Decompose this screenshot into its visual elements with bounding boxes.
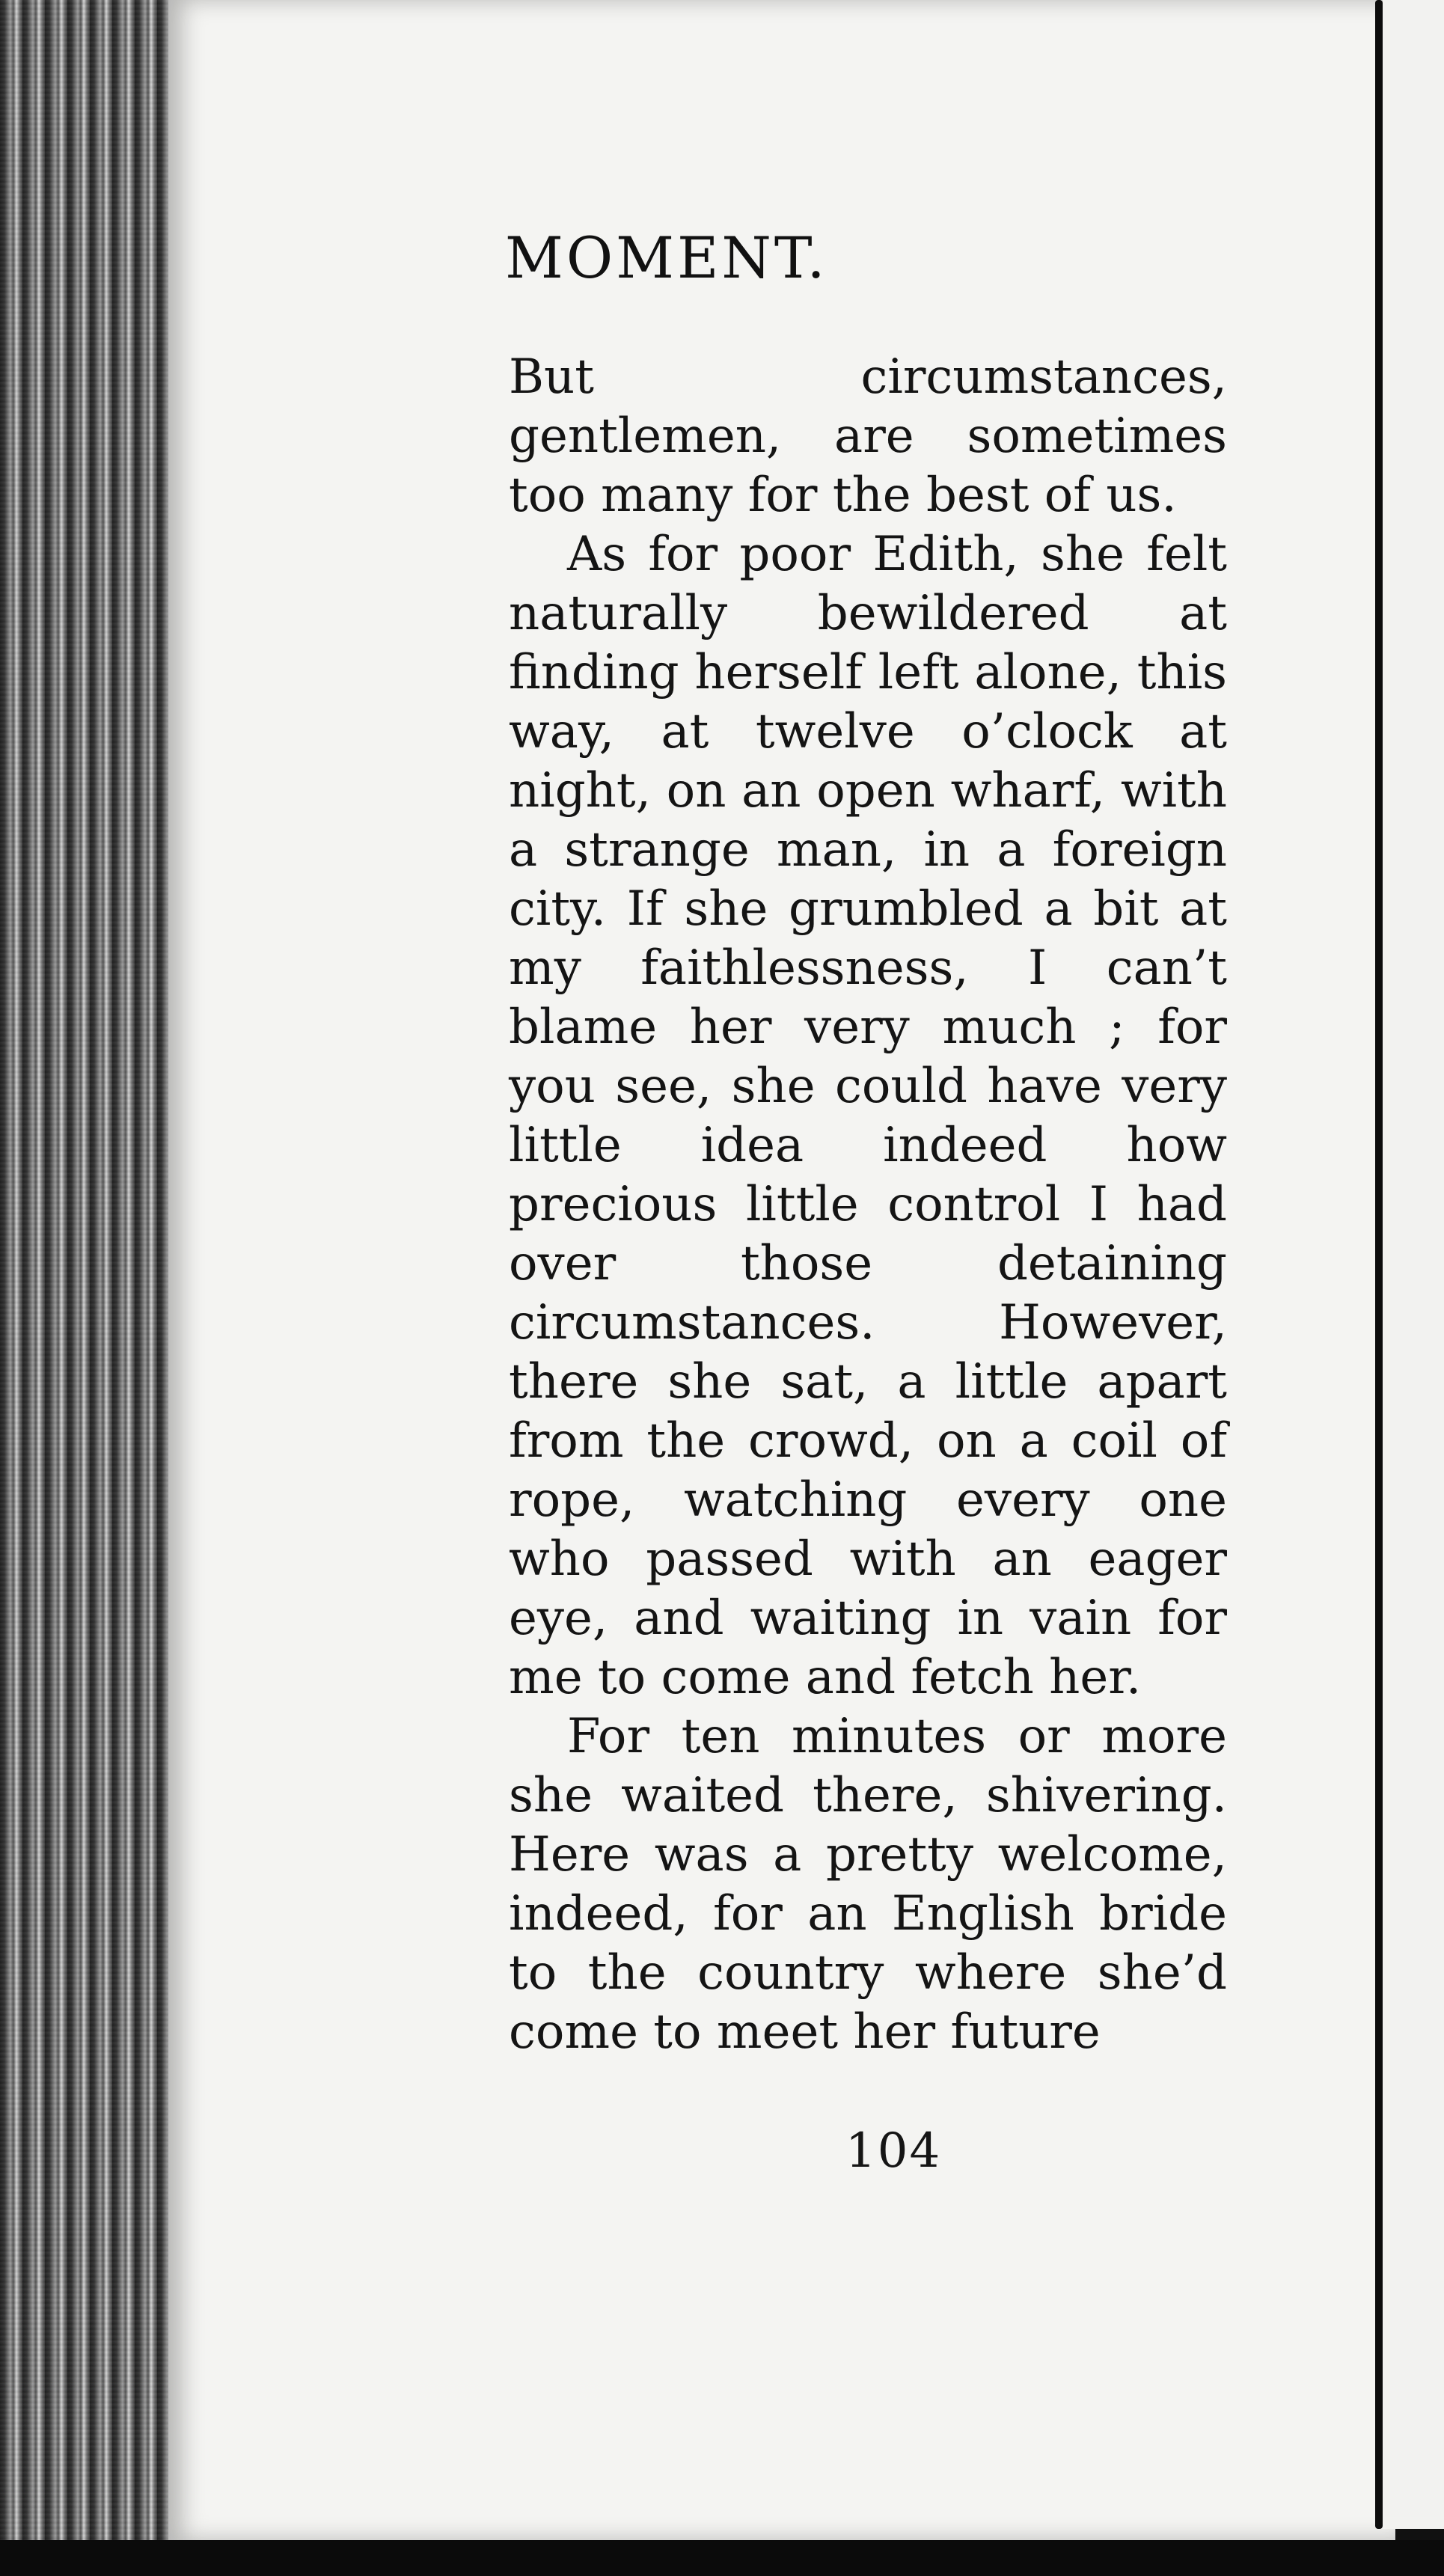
next-page-strip [1383,0,1444,2529]
page-right-border [1375,0,1383,2529]
page-number: 104 [845,2123,942,2179]
paragraph-1: But circumstances, gentlemen, are sometimes too many for the best of us. [509,349,1227,523]
scan-bottom-border [0,2540,1444,2576]
paragraph-3: For ten minutes or more she waited there, shivering. Here was a pretty welcome, indeed, for an English bride to the country where she’d come to meet her future [509,1709,1227,2060]
book-page-edges [0,0,195,2551]
paragraph-2: As for poor Edith, she felt naturally bewildered at finding herself left alone, this way, at twelve o’clock at night, on an open wharf, with a strange man, in a foreign city. If she grumbled a bit at my faithlessness, I can’t blame her very much ; for you see, she could have very little idea indeed how precious little control I had over those detaining circumstances. However, there she sat, a little apart from the crowd, on a coil of rope, watching every one who passed with an eager eye, and waiting in vain for me to come and fetch her. [509,527,1227,1705]
running-head: MOMENT. [505,224,828,291]
body-text [509,348,1227,2062]
